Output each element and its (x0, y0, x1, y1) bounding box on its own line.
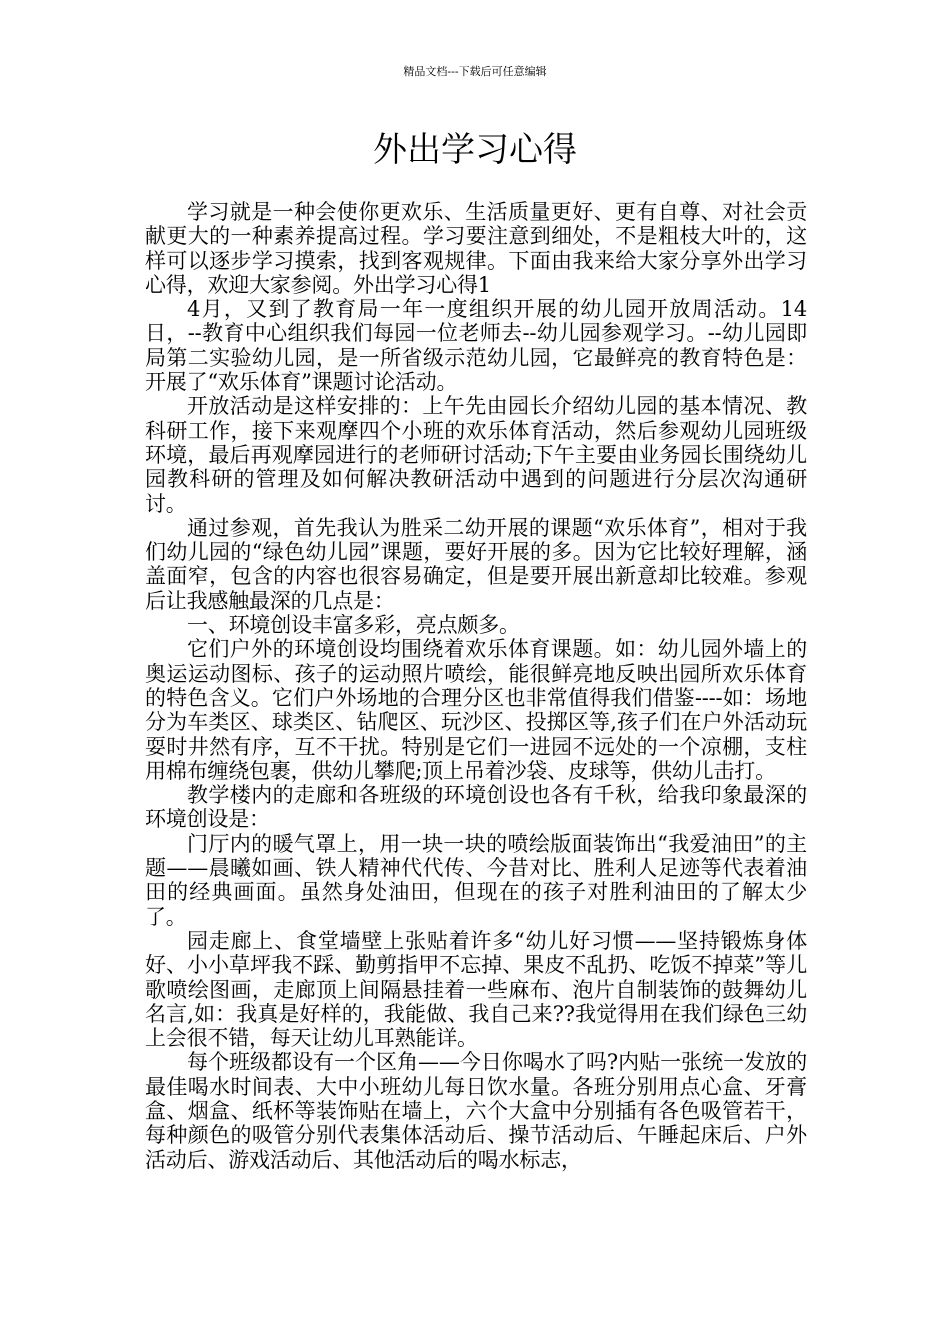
paragraph-corridor: 园走廊上、食堂墙壁上张贴着许多“幼儿好习惯——坚持锻炼身体好、小小草坪我不踩、勤剪指甲不忘掉、果皮不乱扔、吃饭不掉菜”等儿歌喷绘图画，走廊顶上间隔悬挂着一些麻布、泡片自制装饰的鼓舞幼儿名言,如：我真是好样的，我能做、我自己来??我觉得用在我们绿色三幼上会很不错，每天让幼儿耳熟能详。 (145, 928, 807, 1051)
paragraph-lobby: 门厅内的暖气罩上，用一块一块的喷绘版面装饰出“我爱油田”的主题——晨曦如画、铁人精神代代传、今昔对比、胜利人足迹等代表着油田的经典画面。虽然身处油田，但现在的孩子对胜利油田的了解太少了。 (145, 831, 807, 929)
section-heading-environment: 一、环境创设丰富多彩，亮点颇多。 (187, 613, 520, 638)
paragraph-indoor-environment: 教学楼内的走廊和各班级的环境创设也各有千秋，给我印象最深的环境创设是： (145, 783, 807, 832)
paragraph-impressions: 通过参观，首先我认为胜采二幼开展的课题“欢乐体育”，相对于我们幼儿园的“绿色幼儿园”课题，要好开展的多。因为它比较好理解，涵盖面窄，包含的内容也很容易确定，但是要开展出新意却比较难。参观后让我感触最深的几点是： (145, 515, 807, 613)
document-body (145, 200, 807, 1172)
page-header: 精品文档---下载后可任意编辑 (403, 65, 547, 78)
paragraph-outdoor-environment: 它们户外的环境创设均围绕着欢乐体育课题。如：幼儿园外墙上的奥运运动图标、孩子的运动照片喷绘，能很鲜亮地反映出园所欢乐体育的特色含义。它们户外场地的合理分区也非常值得我们借鉴----如：场地分为车类区、球类区、钻爬区、玩沙区、投掷区等,孩子们在户外活动玩耍时井然有序，互不干扰。特别是它们一进园不远处的一个凉棚，支柱用棉布缠绕包裹，供幼儿攀爬;顶上吊着沙袋、皮球等，供幼儿击打。 (145, 637, 807, 783)
paragraph-intro: 学习就是一种会使你更欢乐、生活质量更好、更有自尊、对社会贡献更大的一种素养提高过程。学习要注意到细处，不是粗枝大叶的，这样可以逐步学习摸索，找到客观规律。下面由我来给大家分享外出学习心得，欢迎大家参阅。外出学习心得1 (145, 200, 807, 297)
paragraph-drinking-corner: 每个班级都设有一个区角——今日你喝水了吗?内贴一张统一发放的最佳喝水时间表、大中小班幼儿每日饮水量。各班分别用点心盒、牙膏盒、烟盒、纸杯等装饰贴在墙上，六个大盒中分别插有各色吸管若干，每种颜色的吸管分别代表集体活动后、操节活动后、午睡起床后、户外活动后、游戏活动后、其他活动后的喝水标志， (145, 1050, 807, 1172)
paragraph-open-week: 4月，又到了教育局一年一度组织开展的幼儿园开放周活动。14日，--教育中心组织我们每园一位老师去--幼儿园参观学习。--幼儿园即局第二实验幼儿园，是一所省级示范幼儿园，它最鲜亮的教育特色是：开展了“欢乐体育”课题讨论活动。 (145, 297, 807, 395)
document-title: 外出学习心得 (373, 130, 577, 170)
paragraph-schedule: 开放活动是这样安排的：上午先由园长介绍幼儿园的基本情况、教科研工作，接下来观摩四个小班的欢乐体育活动，然后参观幼儿园班级环境，最后再观摩园进行的老师研讨活动;下午主要由业务园长围绕幼儿园教科研的管理及如何解决教研活动中遇到的问题进行分层次沟通研讨。 (145, 394, 807, 516)
